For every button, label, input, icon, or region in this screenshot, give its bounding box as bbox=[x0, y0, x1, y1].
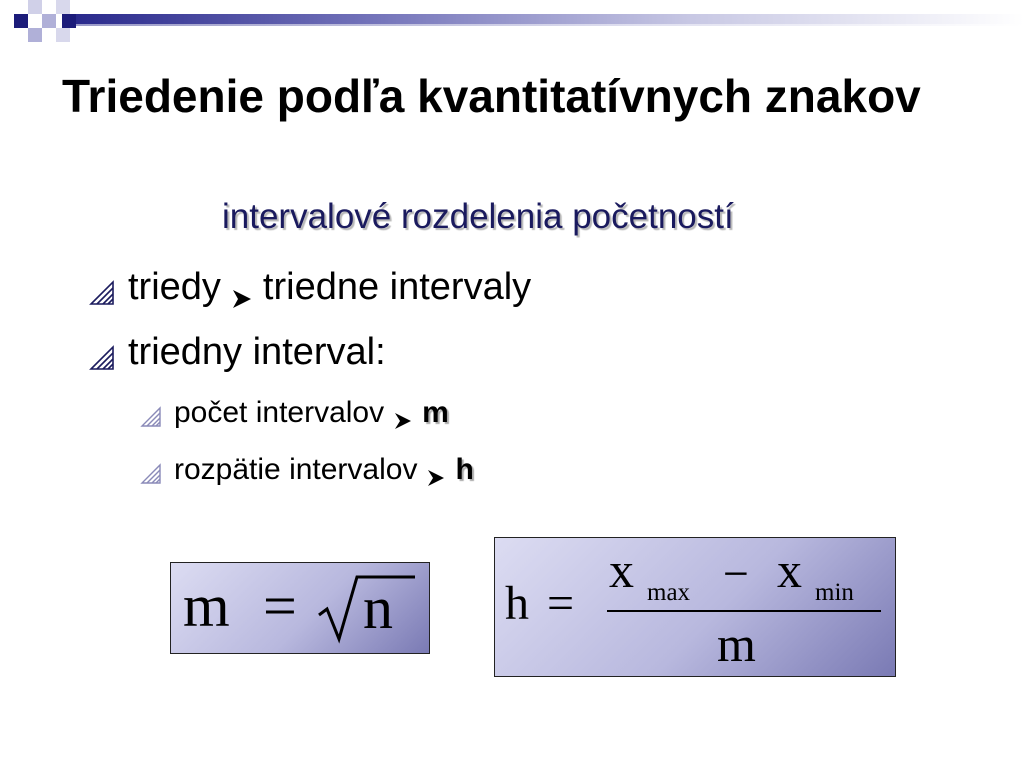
striped-triangle-icon bbox=[88, 339, 116, 367]
arrowhead-right-icon bbox=[394, 404, 412, 422]
slide-subtitle: intervalové rozdelenia početností bbox=[222, 197, 734, 236]
sub-bullet-item-2 bbox=[140, 453, 474, 487]
subscript-min: min bbox=[815, 579, 854, 606]
header-decoration bbox=[0, 0, 1024, 42]
arrowhead-right-icon bbox=[427, 461, 445, 479]
striped-triangle-icon bbox=[140, 402, 162, 424]
sub-bullet-text: rozpätie intervalov bbox=[174, 453, 418, 486]
subscript-max: max bbox=[647, 579, 691, 606]
sub-bullet-item-1 bbox=[140, 396, 449, 430]
striped-triangle-icon bbox=[88, 274, 116, 302]
symbol-h: h bbox=[455, 453, 474, 486]
bullet-text-before: triedy bbox=[128, 266, 221, 308]
striped-triangle-icon bbox=[140, 459, 162, 481]
symbol-m: m bbox=[422, 396, 449, 429]
formula-equals: = bbox=[547, 577, 575, 630]
formula-radicand: n bbox=[363, 575, 393, 641]
bullet-item-1 bbox=[88, 266, 531, 309]
bullet-text-after: triedne intervaly bbox=[262, 266, 532, 308]
numerator-x2: x bbox=[777, 542, 802, 598]
formula-m-box bbox=[170, 562, 430, 654]
fraction-bar bbox=[607, 610, 881, 612]
arrowhead-right-icon bbox=[231, 277, 253, 299]
formula-lhs: m bbox=[183, 573, 230, 639]
formula-lhs: h bbox=[505, 577, 529, 630]
bullet-text: triedny interval: bbox=[128, 331, 386, 373]
denominator: m bbox=[717, 616, 756, 672]
formula-equals: = bbox=[263, 573, 297, 639]
formula-h-box bbox=[494, 537, 896, 677]
slide-title: Triedenie podľa kvantitatívnych znakov bbox=[62, 70, 921, 122]
bullet-item-2 bbox=[88, 331, 386, 374]
numerator-x1: x bbox=[609, 542, 634, 598]
sub-bullet-text: počet intervalov bbox=[174, 396, 385, 429]
numerator-minus: − bbox=[723, 548, 749, 599]
